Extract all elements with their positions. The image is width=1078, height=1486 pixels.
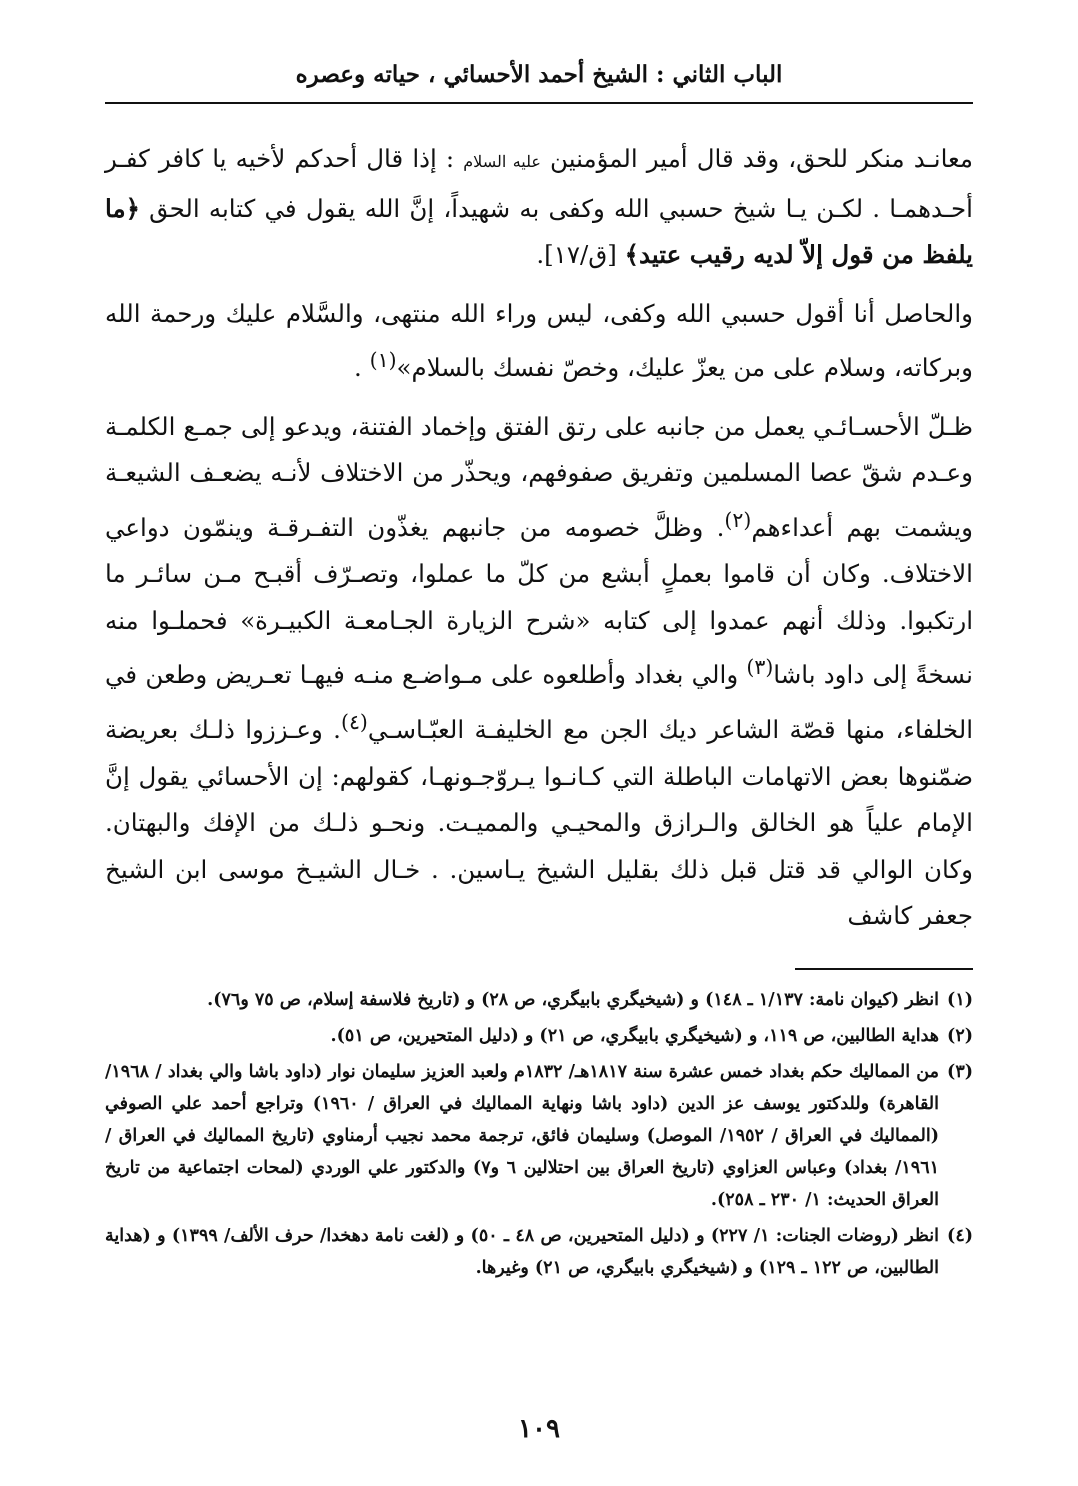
footnote-ref-1: (١) [369,348,397,372]
p3-text-c: والي بغداد وأطلعوه على مـواضـع منـه فيهـا تعـريض وطعن في الخلفاء، منها قصّة الشاعر ديك الجن مع الخليفـة العبّـاسـي [105,660,973,745]
footnote-ref-2: (٢) [724,507,752,532]
footnote-text: انظر (كيوان نامة: ١/١٣٧ ـ ١٤٨) و (شيخيگري بابيگري، ص ٢٨) و (تاريخ فلاسفة إسلام، ص ٧٥ و٧٦). [207,990,939,1010]
p1-text-a: معانـد منكر للحق، وقد قال أمير المؤمنين [540,144,973,173]
footnote [105,1056,973,1216]
p2-text: والحاصل أنا أقول حسبي الله وكفى، ليس وراء الله منتهى، والسَّلام عليك ورحمة الله وبركاته، وسلام على من يعزّ عليك، وخصّ نفسك بالسلام» [105,298,973,383]
p2-end: . [354,353,370,383]
page-number: ١٠٩ [518,1414,560,1444]
footnote-number: (١) [947,990,973,1010]
paragraph-3 [105,404,973,940]
footnote-number: (٤) [947,1226,973,1246]
footnote [105,984,973,1016]
p3-text-b: . وظلَّ خصومه من جانبهم يغذّون التفـرقـة وينمّون دواعي الاختلاف. وكان أن قاموا بعملٍ أبشع من كلّ ما عملوا، وتصـرّف أقبـح مـن سائـر ما ارتكبوا. وذلك أنهم عمدوا إلى كتابه «شرح الزيارة الجـامعـة الكبيـرة» فحملـوا منه نسخةً إلى داود باشا [105,512,973,690]
footnote-text: من المماليك حكم بغداد خمس عشرة سنة ١٨١٧هـ/ ١٨٣٢م ولعبد العزيز سليمان نوار (داود باشا والي بغداد / ١٩٦٨/ القاهرة) وللدكتور يوسف عز الدين (داود باشا ونهاية المماليك في العراق / ١٩٦٠) وتراجع أحمد علي الصوفي (المماليك في العراق / ١٩٥٢/ الموصل) وسليمان فائق، ترجمة محمد نجيب أرمناوي (تاريخ المماليك في العراق / ١٩٦١/ بغداد) وعباس العزاوي (تاريخ العراق بين احتلالين ٦ و٧) والدكتور علي الوردي (لمحات اجتماعية من تاريخ العراق الحديث: ١/ ٢٣٠ ـ ٢٥٨). [105,1062,940,1210]
footnote [105,1020,973,1052]
footnote-number: (٣) [947,1062,973,1082]
footnote-number: (٢) [947,1026,973,1046]
footnote-separator [795,968,973,970]
footnote-ref-4: (٤) [340,709,368,734]
paragraph-2 [105,291,973,392]
footnote-ref-3: (٣) [746,655,774,680]
paragraph-1 [105,136,973,279]
honorific-glyph: عليه السلام [463,152,541,171]
p3-text-a: ظـلّ الأحسـائـي يعمل من جانبه على رتق الفتق وإخماد الفتنة، ويدعو إلى جمـع الكلمـة وعـدم شقّ عصا المسلمين وتفريق صفوفهم، ويحذّر من الاختلاف لأنـه يضعـف الشيعـة ويشمت بهم أعداءهم [105,411,973,542]
main-text [105,136,973,940]
footnotes [105,984,973,1288]
footnote [105,1220,973,1284]
verse-citation: [ق/١٧]. [536,240,625,269]
running-header: الباب الثاني : الشيخ أحمد الأحسائي ، حياته وعصره [295,61,783,88]
header-rule [105,102,973,104]
quran-verse: ﴿ما يلفظ من قول إلاّ لديه رقيب عتيد﴾ [105,193,973,269]
p3-text-d: . وعـززوا ذلـك بعريضة ضمّنوها بعض الاتهامات الباطلة التي كـانـوا يـروّجـونهـا، كقولهم: إن الأحسائي يقول إنَّ الإمام علياً هو الخالق والـرازق والمحيـي والمميـت. ونحـو ذلـك من الإفك والبهتان. وكان الوالي قد قتل قبل ذلك بقليل الشيخ يـاسين. . خـال الشيـخ موسى ابن الشيخ جعفر كاشف [105,715,973,931]
footnote-text: انظر (روضات الجنات: ١/ ٢٢٧) و (دليل المتحيرين، ص ٤٨ ـ ٥٠) و (لغت نامة دهخدا/ حرف الألف/ ١٣٩٩) و (هداية الطالبين، ص ١٢٢ ـ ١٢٩) و (شيخيگري بابيگري، ص ٢١) وغيرها. [105,1226,939,1278]
p1-text-b: : إذا قال أحدكم لأخيه يا كافر كفـر أحـدهمـا . لكـن يـا شيخ حسبي الله وكفى به شهيداً، إنَّ الله يقول في كتابه الحق [105,144,973,223]
footnote-text: هداية الطالبين، ص ١١٩، و (شيخيگري بابيگري، ص ٢١) و (دليل المتحيرين، ص ٥١). [330,1026,939,1046]
